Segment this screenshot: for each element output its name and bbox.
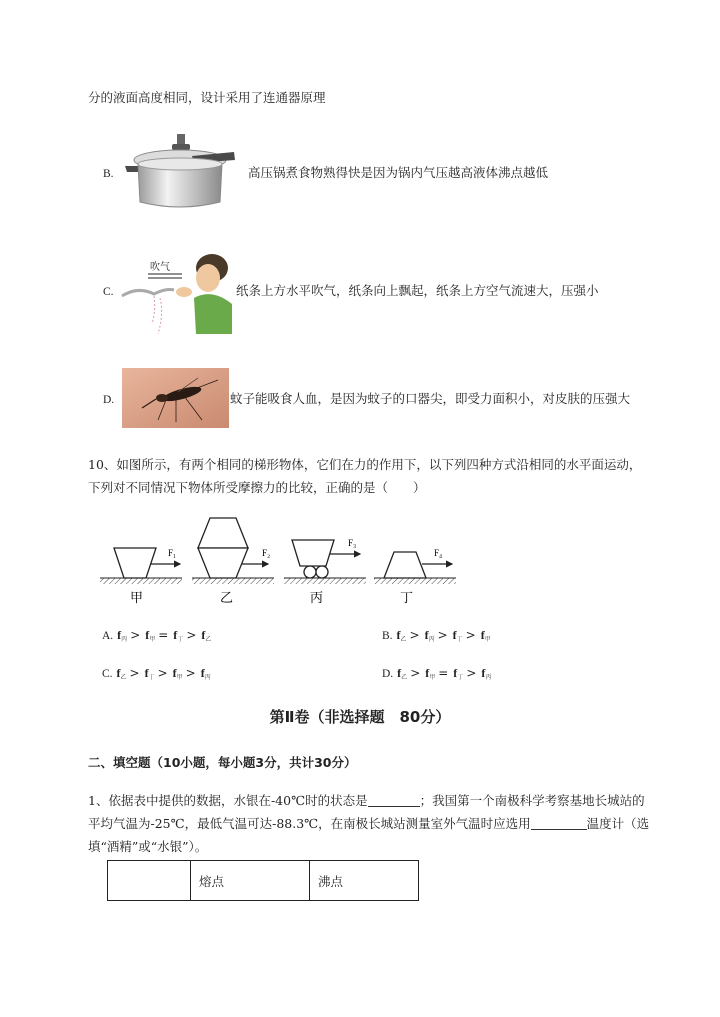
blowing-paper-image [120,238,234,338]
q1-line3: 填“酒精”或“水银”）。 [88,839,208,854]
option-c-letter: C. [103,286,114,298]
part-title: 二、填空题（10小题，每小题3分，共计30分） [88,755,357,770]
q10-line2: 下列对不同情况下物体所受摩擦力的比较，正确的是（ ） [88,480,426,495]
choice-b[interactable]: B. $f_乙 > f_丙 > f_丁 > f_甲$ [382,628,491,643]
fig-label-jia: 甲 [130,591,144,606]
force-label-4: F₄ [434,548,443,558]
trapezoid-bing [292,540,334,566]
trapezoid-yi-bottom [198,548,248,578]
trapezoid-ding [384,552,426,578]
q1-line1: 1、依据表中提供的数据，水银在-40℃时的状态是 ；我国第一个南极科学考察基地长城站的 [88,793,645,808]
force-label-3: F₃ [348,538,357,548]
pressure-cooker-image [122,130,237,214]
trapezoid-yi-top [198,518,248,548]
roller-left [304,566,316,578]
trapezoid-jia [114,548,156,578]
trapezoid-figure [98,510,480,612]
option-c-text: 纸条上方水平吹气，纸条向上飘起，纸条上方空气流速大，压强小 [236,283,599,298]
q10-line1: 10、如图所示，有两个相同的梯形物体，它们在力的作用下，以下列四种方式沿相同的水平面运动， [88,457,642,472]
intro-line: 分的液面高度相同，设计采用了连通器原理 [88,90,326,105]
fig-label-bing: 丙 [310,591,324,606]
choice-d[interactable]: D. $f_乙 > f_甲 = f_丁 > f_丙$ [382,666,492,681]
blank-2[interactable] [531,817,587,830]
mosquito-photo [122,368,229,428]
choice-c[interactable]: C. $f_乙 > f_丁 > f_甲 > f_丙$ [102,666,211,681]
blow-caption: 吹气 [150,262,170,273]
q1-line2: 平均气温为-25℃，最低气温可达-88.3℃，在南极长城站测量室外气温时应选用 温度计（选 [88,816,650,831]
table-row [108,861,419,901]
table-header-boiling: 沸点 [310,861,419,901]
option-d-letter: D. [103,394,115,406]
roller-right [316,566,328,578]
table-header-melting: 熔点 [191,861,310,901]
choice-a[interactable]: A. $f_丙 > f_甲 = f_丁 > f_乙$ [102,628,212,643]
ground-hatching [100,578,456,584]
blank-1[interactable] [368,794,420,807]
melting-boiling-table [107,860,419,901]
table-header-empty [108,861,191,901]
fig-label-ding: 丁 [400,591,414,606]
fig-label-yi: 乙 [220,591,234,606]
option-d-text: 蚊子能吸食人血，是因为蚊子的口器尖，即受力面积小，对皮肤的压强大 [230,391,631,406]
option-b-text: 高压锅煮食物熟得快是因为锅内气压越高液体沸点越低 [248,165,549,180]
section-title: 第Ⅱ卷（非选择题 80分） [269,708,451,726]
option-b-letter: B. [103,168,114,180]
force-label-2: F₂ [262,548,271,558]
force-label-1: F₁ [168,548,177,558]
